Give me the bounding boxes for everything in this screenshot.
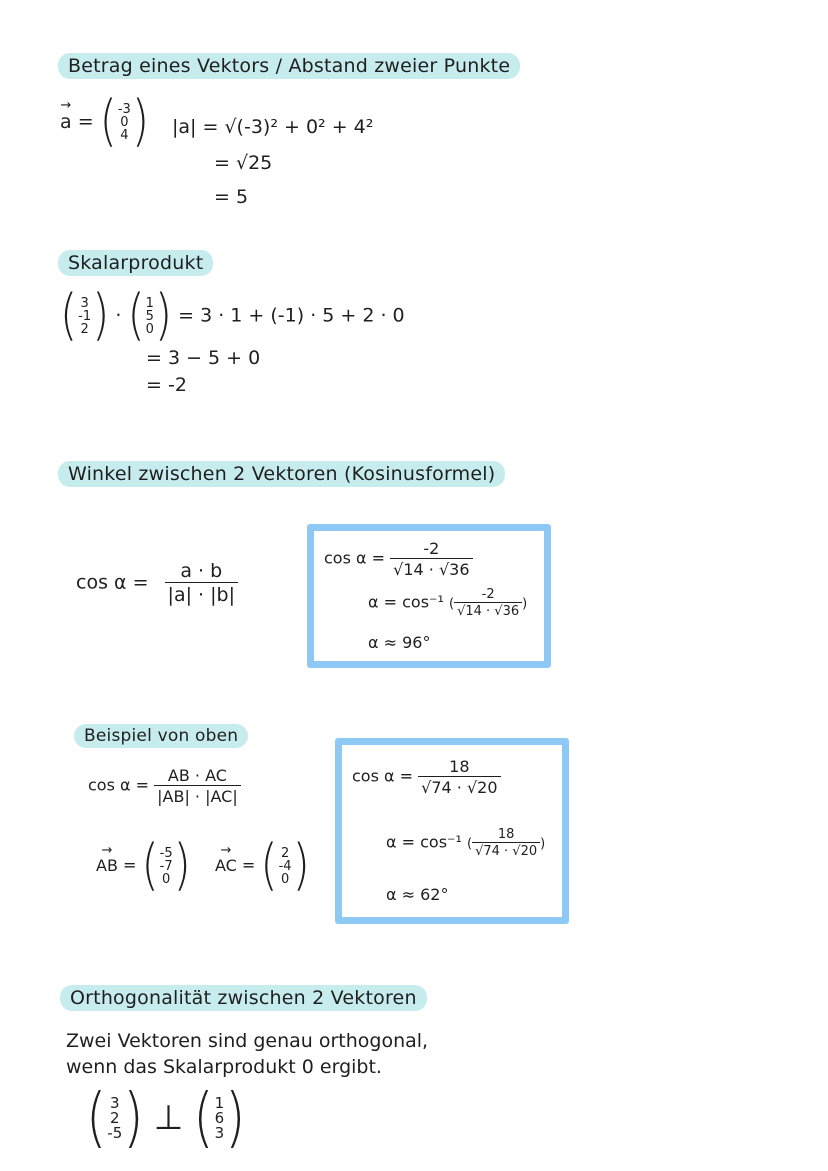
box1-arccos-label: α = cos⁻¹ <box>368 592 444 612</box>
dot-operator: · <box>115 304 122 327</box>
vector-a: ( -3 0 4 ) <box>99 89 149 154</box>
vector-1-z: 2 <box>80 321 89 337</box>
vector-a-definition <box>60 89 149 154</box>
box2-arccos-fraction <box>472 827 540 859</box>
result-box-62 <box>335 738 569 924</box>
cosine-denominator: |a| · |b| <box>165 582 238 606</box>
section-title-beispiel: Beispiel von oben <box>74 724 248 748</box>
box1-line1 <box>324 539 473 579</box>
vector-ab-definition: → AB = ( -5 -7 0 ) → AC = ( 2 -4 0 ) <box>96 844 310 888</box>
vector-ab: ( -5 -7 0 ) <box>141 833 191 898</box>
section-title-betrag: Betrag eines Vektors / Abstand zweier Punkte <box>58 53 520 79</box>
cosine-fraction <box>165 560 238 606</box>
box1-fraction <box>390 539 472 579</box>
vector-ac: ( 2 -4 0 ) <box>260 833 310 898</box>
orthogonal-vector-2: ( 1 6 3 ) <box>193 1080 246 1156</box>
orthogonal-example <box>86 1080 246 1156</box>
vector-a-z: 4 <box>120 127 129 143</box>
box2-denominator: √74 · √20 <box>418 776 500 797</box>
orthogonal-vector-1-z: -5 <box>107 1123 123 1142</box>
vector-a-y: 0 <box>120 114 129 130</box>
box2-line1 <box>352 757 501 797</box>
box1-arccos-denominator: √14 · √36 <box>454 602 522 619</box>
vector-ac-label: → AC <box>215 856 237 875</box>
vector-1-y: -1 <box>78 308 92 324</box>
box1-cos-label: cos α = <box>324 548 386 568</box>
box2-arccos-label: α = cos⁻¹ <box>386 832 462 852</box>
vector-ab-y: -7 <box>159 858 173 874</box>
equals-sign: = <box>77 110 94 133</box>
betrag-line2: = √25 <box>214 152 273 174</box>
box2-arccos-denominator: √74 · √20 <box>472 842 540 859</box>
vector-a-name: → a <box>60 111 72 133</box>
beispiel-formula <box>88 766 241 806</box>
vector-ac-z: 0 <box>280 871 290 887</box>
box2-line2: α = cos⁻¹ ( $\frac{18}{√74 \cdot √20}$ ) <box>386 827 546 859</box>
box1-result: α ≈ 96° <box>368 633 431 652</box>
skalar-line2: = 3 − 5 + 0 <box>146 347 261 369</box>
vector-ab-x: -5 <box>159 845 173 861</box>
vector-ab-z: 0 <box>162 871 171 887</box>
box2-cos-label: cos α = <box>352 766 414 786</box>
orthogonal-text-line2: wenn das Skalarprodukt 0 ergibt. <box>66 1056 382 1078</box>
betrag-equation <box>172 116 373 138</box>
vector-2-x: 1 <box>145 295 154 311</box>
box2-numerator: 18 <box>449 757 470 776</box>
vector-ac-y: -4 <box>278 858 292 874</box>
cosine-label: cos α = <box>76 571 149 594</box>
box2-fraction <box>418 757 500 797</box>
perpendicular-symbol: ⊥ <box>153 1098 184 1138</box>
betrag-line1: √(-3)² + 0² + 4² <box>224 116 374 138</box>
section-title-skalarprodukt: Skalarprodukt <box>58 250 213 276</box>
orthogonal-vector-1-x: 3 <box>110 1093 120 1112</box>
vector-ab-label: → AB <box>96 856 118 875</box>
orthogonal-vector-2-z: 3 <box>214 1123 225 1142</box>
orthogonal-vector-2-x: 1 <box>214 1093 225 1112</box>
betrag-lhs: |a| = <box>172 116 219 138</box>
box1-denominator: √14 · √36 <box>390 558 472 579</box>
orthogonal-vector-2-y: 6 <box>214 1108 225 1127</box>
box1-numerator: -2 <box>423 539 440 558</box>
beispiel-cos-label: cos α = <box>88 775 150 795</box>
box1-line2: α = cos⁻¹ ( $\frac{-2}{√14 \cdot √36}$ ) <box>368 587 528 619</box>
vector-ac-x: 2 <box>280 845 290 861</box>
orthogonal-vector-1-y: 2 <box>110 1108 120 1127</box>
section-title-orthogonalitaet: Orthogonalität zwischen 2 Vektoren <box>60 985 427 1011</box>
box2-result: α ≈ 62° <box>386 885 449 904</box>
orthogonal-vector-1: ( 3 2 -5 ) <box>86 1080 144 1156</box>
vector-2-z: 0 <box>145 321 154 337</box>
beispiel-numerator: AB · AC <box>167 766 227 785</box>
skalar-line1: = 3 · 1 + (-1) · 5 + 2 · 0 <box>178 304 405 327</box>
vector-1-x: 3 <box>80 295 89 311</box>
cosine-formula <box>76 560 238 606</box>
box2-arccos-numerator: 18 <box>497 827 515 842</box>
cosine-numerator: a · b <box>180 560 223 582</box>
vector-a-x: -3 <box>117 101 131 117</box>
box1-arccos-numerator: -2 <box>481 587 495 602</box>
orthogonal-text-line1: Zwei Vektoren sind genau orthogonal, <box>66 1030 429 1052</box>
vector-1: ( 3 -1 2 ) <box>60 283 110 348</box>
skalarprodukt-equation <box>60 283 405 348</box>
section-title-winkel: Winkel zwischen 2 Vektoren (Kosinusformel) <box>58 461 505 487</box>
beispiel-denominator: |AB| · |AC| <box>154 785 241 806</box>
beispiel-fraction <box>154 766 241 806</box>
result-box-96 <box>307 524 551 668</box>
vector-2-y: 5 <box>145 308 154 324</box>
betrag-line3: = 5 <box>214 186 249 208</box>
skalar-line3: = -2 <box>146 374 187 396</box>
box1-arccos-fraction <box>454 587 522 619</box>
vector-2: ( 1 5 0 ) <box>127 283 173 348</box>
